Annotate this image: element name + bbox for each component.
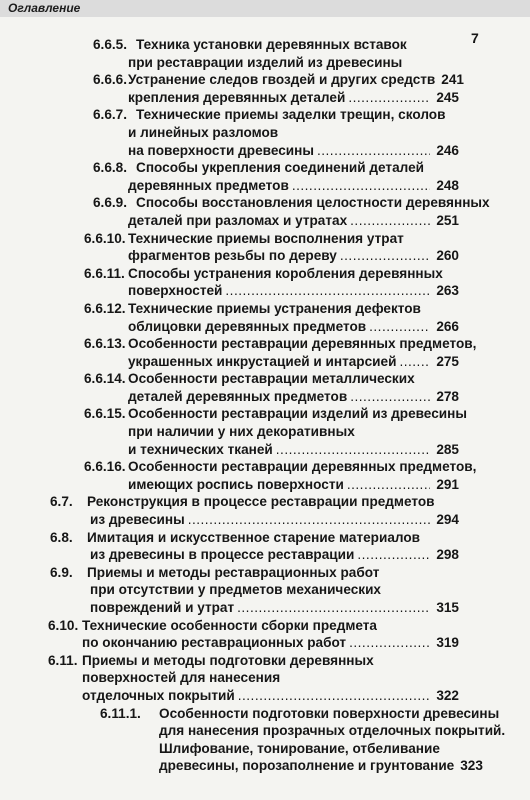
toc-entry-title-end: Устранение следов гвоздей и других средств xyxy=(128,72,436,88)
dot-leader xyxy=(238,687,430,705)
toc-page-number: 294 xyxy=(436,512,459,528)
section-title: Оглавление xyxy=(8,1,81,15)
toc-entry-number: 6.11.1. xyxy=(100,705,141,721)
toc-entry-title: Особенности реставрации деревянных предметов, xyxy=(128,459,477,475)
toc-entry-title: Особенности реставрации деревянных предметов, xyxy=(128,336,477,352)
toc-page-number: 322 xyxy=(436,687,459,703)
toc-entry xyxy=(0,89,530,107)
page-number: 7 xyxy=(471,30,479,46)
toc-entry-number: 6.6.15. xyxy=(84,406,126,422)
toc-entry-title: Технические приемы заделки трещин, сколов xyxy=(136,107,446,123)
toc-entry-title-end: деталей при разломах и утратах xyxy=(128,212,348,228)
toc-entry-title: Способы восстановления целостности деревянных xyxy=(136,195,490,211)
dot-leader xyxy=(350,212,430,230)
toc-entry-title-end: по окончанию реставрационных работ xyxy=(82,635,347,651)
toc-entry-title-end: украшенных инкрустацией и интарсией xyxy=(128,353,397,369)
toc-page-number: 315 xyxy=(436,600,459,615)
toc-entry-title-end: деталей деревянных предметов xyxy=(128,388,348,404)
toc-entry-title: Техника установки деревянных вставок xyxy=(136,37,407,52)
toc-page-number: 323 xyxy=(460,758,483,774)
toc-entry-title-continued: для нанесения прозрачных отделочных покрытий. xyxy=(159,723,506,739)
toc-entry-number: 6.9. xyxy=(50,564,73,580)
toc-entry-title-end: фрагментов резьбы по дереву xyxy=(128,248,337,264)
toc-entry-number: 6.6.9. xyxy=(93,195,128,211)
toc-entry xyxy=(0,300,530,335)
toc-entry-number: 6.6.14. xyxy=(84,371,126,387)
toc-entry-title: Технические приемы устранения дефектов xyxy=(128,300,421,316)
toc-entry-title: Технические приемы восполнения утрат xyxy=(128,230,404,246)
toc-entry-number: 6.6.5. xyxy=(93,37,128,52)
toc-entry-number: 6.7. xyxy=(50,494,73,510)
toc-entry xyxy=(0,194,530,229)
toc-entry-title-end: отделочных покрытий xyxy=(82,687,235,703)
toc-entry xyxy=(0,493,530,528)
dot-leader xyxy=(369,318,430,336)
toc-entry-number: 6.11. xyxy=(48,652,78,668)
toc-entry-title-end: на поверхности древесины xyxy=(128,142,314,158)
toc-entry-title-end: из древесины в процессе реставрации xyxy=(90,547,355,563)
toc-entry-title: Имитация и искусственное старение материалов xyxy=(87,529,421,545)
toc-entry-title-end: при реставрации изделий из древесины xyxy=(128,54,403,70)
toc-entry-number: 6.6.16. xyxy=(84,459,126,475)
toc-entry-title-continued: и линейных разломов xyxy=(128,124,279,140)
toc-page-number: 291 xyxy=(436,476,459,492)
toc-entry xyxy=(0,36,530,71)
toc-entry-number: 6.6.12. xyxy=(84,300,126,316)
dot-leader xyxy=(347,476,430,494)
toc-entry-number: 6.6.13. xyxy=(84,336,126,352)
toc-entry-title-continued: при наличии у них декоративных xyxy=(128,424,355,440)
toc-page-number: 298 xyxy=(436,547,459,563)
toc-entry-title: Особенности реставрации металлических xyxy=(128,371,415,387)
toc-entry-title: Особенности реставрации изделий из древесины xyxy=(128,406,467,422)
toc-page-number: 266 xyxy=(436,318,459,334)
dot-leader xyxy=(276,441,430,459)
toc-entry-number: 6.6.8. xyxy=(93,160,128,176)
toc-entry-title: Способы укрепления соединений деталей xyxy=(136,160,425,176)
toc-entry-title-end: поверхностей xyxy=(128,283,223,299)
dot-leader xyxy=(292,177,430,195)
toc-entry-title-end: облицовки деревянных предметов xyxy=(128,318,367,334)
toc-entry-title-end: повреждений и утрат xyxy=(90,600,235,615)
dot-leader xyxy=(225,282,430,300)
toc-entry-title: Реконструкция в процессе реставрации предметов xyxy=(87,494,435,510)
dot-leader xyxy=(349,634,430,652)
toc-entry-number: 6.6.10. xyxy=(84,230,126,246)
toc-entry-title-end: из древесины xyxy=(90,512,185,528)
toc-entry-title-continued: поверхностей для нанесения xyxy=(82,670,281,686)
toc-page-number: 263 xyxy=(436,283,459,299)
dot-leader xyxy=(350,388,430,406)
toc-entry xyxy=(0,617,530,652)
toc-entry-number: 6.6.7. xyxy=(93,107,128,123)
dot-leader xyxy=(399,353,430,371)
dot-leader xyxy=(340,247,430,265)
toc-entry xyxy=(0,335,530,370)
dot-leader xyxy=(348,89,430,107)
toc-page-number: 245 xyxy=(436,89,459,105)
toc-page-number: 278 xyxy=(436,388,459,404)
toc-entry-title-continued: Шлифование, тонирование, отбеливание xyxy=(159,740,440,756)
toc-entry-title: Приемы и методы реставрационных работ xyxy=(87,564,380,580)
toc-entry-title: Особенности подготовки поверхности древесины xyxy=(159,705,500,721)
toc-entry-title: Приемы и методы подготовки деревянных xyxy=(82,652,374,668)
toc-entry-title-continued: при отсутствии у предметов механических xyxy=(90,582,381,598)
toc-page-number: 241 xyxy=(441,72,464,88)
toc-page-number: 275 xyxy=(436,353,459,369)
dot-leader xyxy=(237,599,430,617)
toc-entry-number: 6.10. xyxy=(48,617,79,633)
toc-entry xyxy=(0,405,530,458)
toc-entry xyxy=(0,230,530,265)
toc-entry xyxy=(0,564,530,617)
toc-entry-title: Способы устранения коробления деревянных xyxy=(128,265,443,281)
dot-leader xyxy=(188,511,430,529)
toc-entry-title: Технические особенности сборки предмета xyxy=(82,617,377,633)
toc-entry-number: 6.8. xyxy=(50,529,73,545)
toc-entry xyxy=(0,652,530,705)
toc-entry-title-end: деревянных предметов xyxy=(128,177,289,193)
toc-entry xyxy=(0,106,530,159)
toc-entry xyxy=(0,370,530,405)
toc-page-number: 251 xyxy=(436,212,459,228)
toc-entry xyxy=(0,458,530,493)
running-header xyxy=(0,0,530,17)
toc-page-number: 260 xyxy=(436,248,459,264)
dot-leader xyxy=(317,142,430,160)
toc-page-number: 285 xyxy=(436,441,459,457)
dot-leader xyxy=(357,546,430,564)
table-of-contents xyxy=(0,36,530,775)
toc-page-number: 246 xyxy=(436,142,459,158)
toc-page-number: 319 xyxy=(436,635,459,651)
toc-entry-title-end: и технических тканей xyxy=(128,441,273,457)
toc-entry-title-end: древесины, порозаполнение и грунтование xyxy=(159,758,455,774)
toc-entry-number: 6.6.11. xyxy=(84,265,125,281)
toc-entry xyxy=(0,265,530,300)
toc-entry xyxy=(0,71,530,89)
toc-page-number: 248 xyxy=(436,177,459,193)
toc-entry xyxy=(0,159,530,194)
toc-entry xyxy=(0,529,530,564)
toc-entry-title-end: имеющих роспись поверхности xyxy=(128,476,344,492)
toc-entry-title-end: крепления деревянных деталей xyxy=(128,89,346,105)
toc-entry-number: 6.6.6. xyxy=(93,72,128,88)
toc-entry xyxy=(0,705,530,775)
